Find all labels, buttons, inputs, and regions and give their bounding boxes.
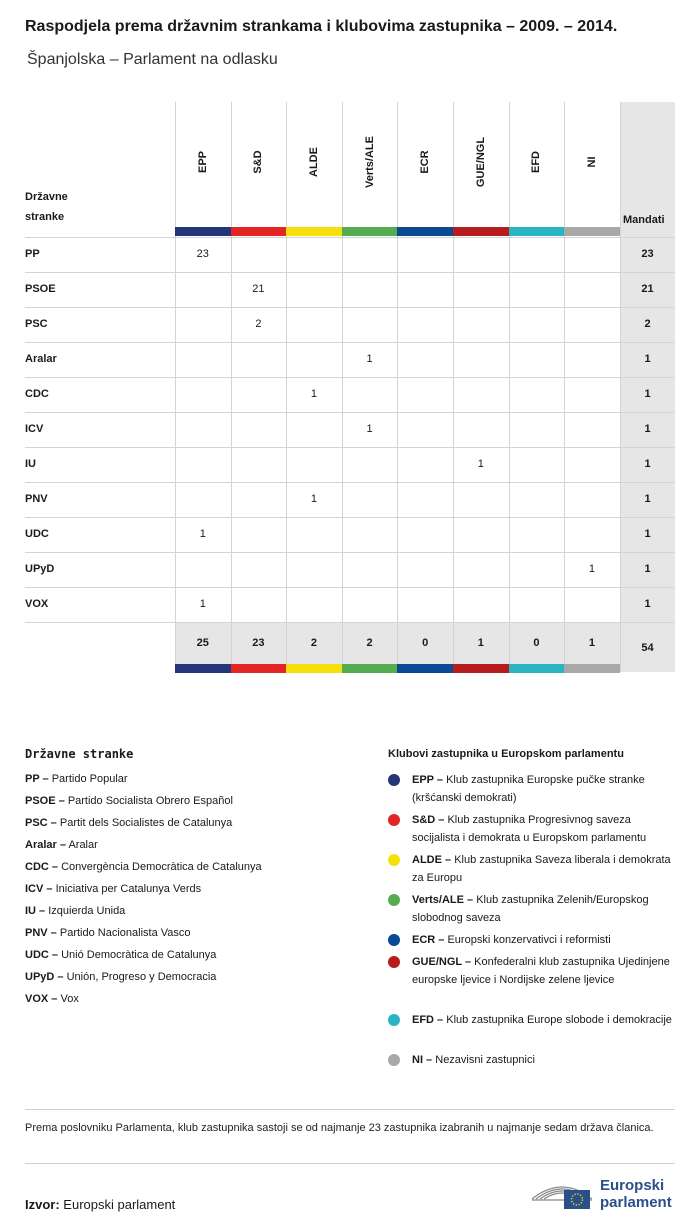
- group-color-dot: [388, 1054, 400, 1066]
- group-legend-item: EPP – Klub zastupnika Europske pučke stranke (kršćanski demokrati): [388, 771, 678, 807]
- group-color-bar: [231, 664, 287, 673]
- group-color-bar: [397, 227, 453, 236]
- party-name: Aralar: [25, 353, 57, 365]
- divider: [25, 1109, 675, 1110]
- row-total: 23: [641, 248, 654, 260]
- group-color-bar: [175, 664, 231, 673]
- group-legend-item: ALDE – Klub zastupnika Saveza liberala i demokrata za Europu: [388, 851, 678, 887]
- group-legend-item: S&D – Klub zastupnika Progresivnog saveza socijalista i demokrata u Europskom parlamentu: [388, 811, 678, 847]
- group-color-bar: [453, 664, 509, 673]
- seat-cell: 1: [477, 458, 484, 470]
- group-color-bar: [231, 227, 287, 236]
- party-legend-item: PP – Partido Popular: [25, 773, 128, 785]
- party-name: IU: [25, 458, 36, 470]
- group-total: 2: [310, 637, 318, 649]
- group-header: [453, 102, 509, 227]
- seat-cell: 1: [199, 598, 206, 610]
- seat-cell: 1: [310, 388, 318, 400]
- group-color-dot: [388, 934, 400, 946]
- party-name: PSOE: [25, 283, 56, 295]
- row-total: 21: [641, 283, 654, 295]
- group-header: [175, 102, 231, 227]
- group-legend-item: EFD – Klub zastupnika Europe slobode i demokracije: [388, 1011, 678, 1029]
- group-total: 1: [588, 637, 596, 649]
- table-row-border: [25, 622, 675, 623]
- table-row: [25, 237, 675, 272]
- group-legend-item: NI – Nezavisni zastupnici: [388, 1051, 678, 1069]
- group-header: [342, 102, 398, 227]
- group-header-label: EPP: [196, 150, 209, 174]
- group-header: [509, 102, 565, 227]
- group-legend-item: GUE/NGL – Konfederalni klub zastupnika Ujedinjene europske ljevice i Nordijske zelene ljevice: [388, 953, 678, 989]
- total-header-label: Mandati: [623, 214, 665, 226]
- group-header: [286, 102, 342, 227]
- party-legend-item: Aralar – Aralar: [25, 839, 98, 851]
- group-color-bar: [286, 664, 342, 673]
- group-header-label: GUE/NGL: [474, 136, 487, 188]
- group-color-bar: [175, 227, 231, 236]
- table-row: [25, 412, 675, 447]
- page-title: Raspodjela prema državnim strankama i klubovima zastupnika – 2009. – 2014.: [25, 18, 618, 35]
- group-color-bar: [564, 664, 620, 673]
- party-name: UPyD: [25, 563, 55, 575]
- group-header-label: ECR: [419, 150, 432, 174]
- party-name: ICV: [25, 423, 44, 435]
- table-row: [25, 587, 675, 622]
- party-name: PNV: [25, 493, 48, 505]
- seat-cell: 21: [252, 283, 265, 295]
- row-total: 1: [644, 563, 651, 575]
- row-header-label: Državne stranke: [25, 191, 68, 223]
- group-color-dot: [388, 956, 400, 968]
- party-legend-item: VOX – Vox: [25, 993, 79, 1005]
- seat-cell: 1: [366, 353, 373, 365]
- group-color-dot: [388, 854, 400, 866]
- party-name: CDC: [25, 388, 49, 400]
- grand-total: 54: [641, 642, 654, 654]
- seat-cell: 2: [255, 318, 262, 330]
- group-color-bar: [453, 227, 509, 236]
- row-total: 1: [644, 423, 651, 435]
- group-color-bar: [342, 227, 398, 236]
- group-legend-title: Klubovi zastupnika u Europskom parlamentu: [388, 748, 624, 760]
- group-header-label: NI: [585, 156, 598, 168]
- table-row: [25, 272, 675, 307]
- logo-text: Europski parlament: [600, 1177, 672, 1211]
- group-color-dot: [388, 814, 400, 826]
- group-header: [564, 102, 620, 227]
- party-name: PP: [25, 248, 40, 260]
- party-legend-item: IU – Izquierda Unida: [25, 905, 126, 917]
- group-color-bar: [509, 227, 565, 236]
- group-legend-item: Verts/ALE – Klub zastupnika Zelenih/Europskog slobodnog saveza: [388, 891, 678, 927]
- seat-cell: 1: [310, 493, 318, 505]
- table-row: [25, 482, 675, 517]
- row-total: 1: [644, 528, 651, 540]
- group-color-dot: [388, 1014, 400, 1026]
- group-color-bar: [342, 664, 398, 673]
- group-header-label: ALDE: [307, 147, 320, 177]
- row-total: 1: [644, 388, 651, 400]
- party-name: VOX: [25, 598, 49, 610]
- table-row: [25, 552, 675, 587]
- party-legend-item: UPyD – Unión, Progreso y Democracia: [25, 971, 217, 983]
- party-legend-item: CDC – Convergència Democràtica de Catalunya: [25, 861, 262, 873]
- group-color-dot: [388, 894, 400, 906]
- row-total: 2: [644, 318, 651, 330]
- group-color-bar: [564, 227, 620, 236]
- row-total: 1: [644, 598, 651, 610]
- row-total: 1: [644, 493, 651, 505]
- group-total: 1: [477, 637, 484, 649]
- page-subtitle: Španjolska – Parlament na odlasku: [27, 51, 278, 68]
- group-header: [231, 102, 287, 227]
- seat-cell: 1: [588, 563, 596, 575]
- row-total: 1: [644, 458, 651, 470]
- row-total: 1: [644, 353, 651, 365]
- table-row: [25, 377, 675, 412]
- group-total: 25: [196, 637, 209, 649]
- group-color-dot: [388, 774, 400, 786]
- seat-cell: 1: [366, 423, 373, 435]
- group-header-label: Verts/ALE: [363, 136, 376, 188]
- source-line: Izvor: Europski parlament: [25, 1197, 176, 1212]
- party-legend-item: UDC – Unió Democràtica de Catalunya: [25, 949, 217, 961]
- party-legend-title: Državne stranke: [25, 747, 134, 761]
- party-legend-item: ICV – Iniciativa per Catalunya Verds: [25, 883, 202, 895]
- group-header-label: S&D: [252, 150, 265, 174]
- seat-cell: 23: [196, 248, 209, 260]
- group-color-bar: [509, 664, 565, 673]
- table-row: [25, 307, 675, 342]
- table-row: [25, 447, 675, 482]
- party-legend-item: PSOE – Partido Socialista Obrero Español: [25, 795, 233, 807]
- party-legend-item: PSC – Partit dels Socialistes de Catalunya: [25, 817, 233, 829]
- party-legend-item: PNV – Partido Nacionalista Vasco: [25, 927, 191, 939]
- party-name: UDC: [25, 528, 49, 540]
- group-total: 2: [366, 637, 373, 649]
- group-header-label: EFD: [530, 151, 543, 173]
- group-legend-item: ECR – Europski konzervativci i reformisti: [388, 931, 678, 949]
- group-header: [397, 102, 453, 227]
- group-total: 0: [422, 637, 429, 649]
- group-color-bar: [286, 227, 342, 236]
- footnote: Prema poslovniku Parlamenta, klub zastupnika sastoji se od najmanje 23 zastupnika izabranih u najmanje sedam država članica.: [25, 1122, 654, 1134]
- divider: [25, 1163, 675, 1164]
- table-row: [25, 517, 675, 552]
- table-row: [25, 342, 675, 377]
- party-name: PSC: [25, 318, 48, 330]
- seat-cell: 1: [199, 528, 206, 540]
- group-total: 23: [252, 637, 265, 649]
- group-total: 0: [533, 637, 540, 649]
- group-color-bar: [397, 664, 453, 673]
